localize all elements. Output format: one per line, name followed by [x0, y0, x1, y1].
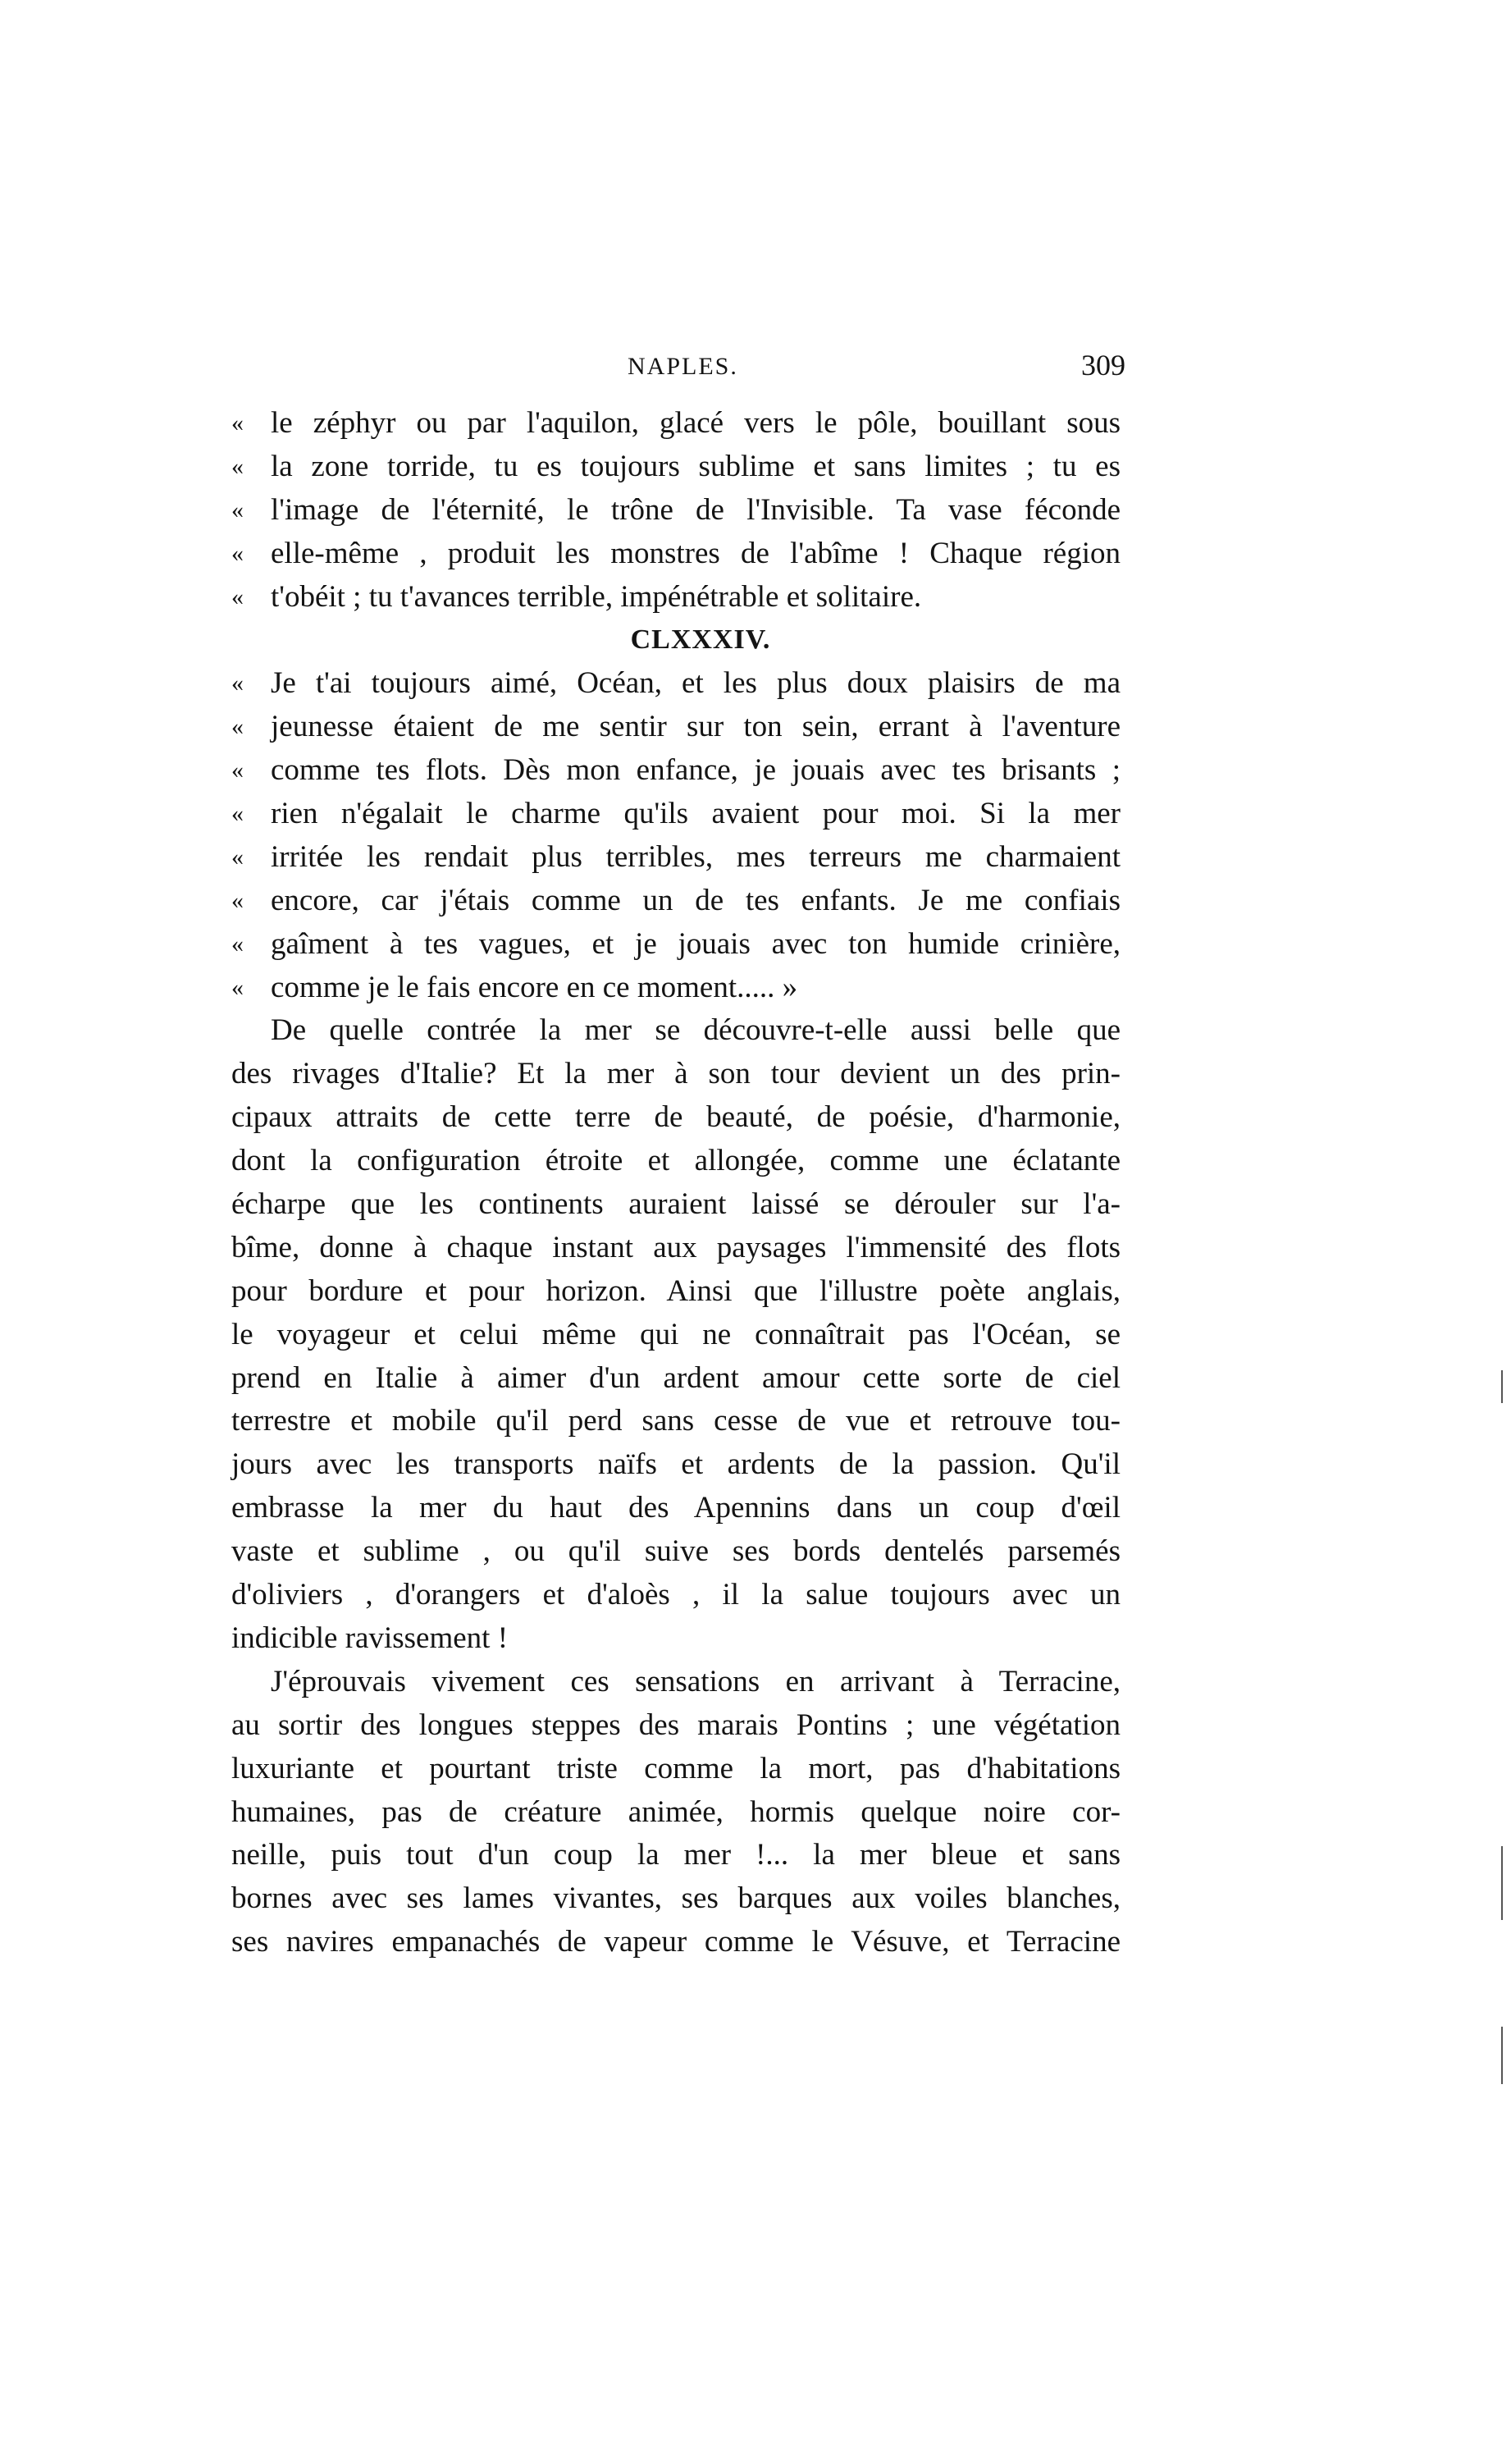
text-line	[231, 1183, 1121, 1227]
text-line	[231, 576, 1121, 619]
text-line	[231, 706, 1121, 749]
text-line	[231, 1443, 1121, 1487]
text-line	[231, 1314, 1121, 1357]
scan-edge-mark	[1501, 2027, 1503, 2084]
guillemet-mark: «	[231, 930, 244, 958]
line-text: cipaux attraits de cette terre de beauté, de poésie, d'harmonie,	[231, 1100, 1121, 1135]
line-text: jeunesse étaient de me sentir sur ton sein, errant à l'aventure	[271, 710, 1121, 744]
text-line	[231, 967, 1121, 1010]
scan-edge-mark	[1501, 1846, 1503, 1920]
line-text: irritée les rendait plus terribles, mes terreurs me charmaient	[271, 839, 1121, 874]
line-text: ses navires empanachés de vapeur comme le Vésuve, et Terracine	[231, 1925, 1121, 1959]
line-text: rien n'égalait le charme qu'ils avaient pour moi. Si la mer	[271, 797, 1121, 831]
line-text: au sortir des longues steppes des marais Pontins ; une végétation	[231, 1707, 1121, 1742]
text-line	[231, 533, 1121, 576]
line-text: écharpe que les continents auraient laissé se dérouler sur l'a-	[231, 1187, 1121, 1222]
guillemet-mark: «	[231, 583, 244, 610]
text-line	[231, 1357, 1121, 1401]
text-line	[231, 1574, 1121, 1617]
line-text: vaste et sublime , ou qu'il suive ses bords dentelés parsemés	[231, 1534, 1121, 1569]
text-line	[231, 662, 1121, 706]
text-line	[231, 1748, 1121, 1791]
line-text: embrasse la mer du haut des Apennins dans un coup d'œil	[231, 1491, 1121, 1525]
page-number: 309	[1081, 349, 1125, 382]
line-text: pour bordure et pour horizon. Ainsi que l'illustre poète anglais,	[231, 1273, 1121, 1308]
line-text: prend en Italie à aimer d'un ardent amour cette sorte de ciel	[231, 1360, 1121, 1395]
text-line	[231, 880, 1121, 923]
line-text: la zone torride, tu es toujours sublime et sans limites ; tu es	[271, 449, 1121, 483]
guillemet-mark: «	[231, 713, 244, 741]
text-line	[231, 1704, 1121, 1748]
line-text: Je t'ai toujours aimé, Océan, et les plus doux plaisirs de ma	[271, 666, 1121, 701]
text-line	[231, 1270, 1121, 1314]
text-line	[231, 749, 1121, 793]
line-text: d'oliviers , d'orangers et d'aloès , il la salue toujours avec un	[231, 1578, 1121, 1612]
guillemet-mark: «	[231, 496, 244, 523]
text-line	[231, 1096, 1121, 1140]
line-text: le zéphyr ou par l'aquilon, glacé vers le pôle, bouillant sous	[271, 406, 1121, 440]
guillemet-mark: «	[231, 843, 244, 871]
guillemet-mark: «	[231, 757, 244, 784]
line-text: jours avec les transports naïfs et ardents de la passion. Qu'il	[231, 1447, 1121, 1482]
text-line	[231, 1053, 1121, 1096]
section-heading	[231, 619, 1121, 662]
page-body	[231, 402, 1121, 1964]
text-line	[231, 836, 1121, 880]
line-text: bornes avec ses lames vivantes, ses barques aux voiles blanches,	[231, 1881, 1121, 1916]
text-line	[231, 1791, 1121, 1835]
guillemet-mark: «	[231, 452, 244, 480]
running-header-title: NAPLES.	[628, 353, 738, 380]
text-line	[231, 1009, 1121, 1053]
line-text: comme je le fais encore en ce moment..... »	[271, 970, 798, 1004]
line-text: indicible ravissement !	[231, 1621, 509, 1655]
line-text: comme tes flots. Dès mon enfance, je jouais avec tes brisants ;	[271, 753, 1121, 788]
guillemet-mark: «	[231, 670, 244, 697]
line-text: dont la configuration étroite et allongée, comme une éclatante	[231, 1144, 1121, 1178]
line-text: l'image de l'éternité, le trône de l'Invisible. Ta vase féconde	[271, 492, 1121, 527]
line-text: terrestre et mobile qu'il perd sans cesse de vue et retrouve tou-	[231, 1404, 1121, 1438]
line-text: J'éprouvais vivement ces sensations en arrivant à Terracine,	[271, 1664, 1121, 1698]
guillemet-mark: «	[231, 800, 244, 828]
text-line	[231, 1617, 1121, 1661]
line-text: t'obéit ; tu t'avances terrible, impénétrable et solitaire.	[271, 579, 922, 614]
text-line	[231, 1921, 1121, 1964]
text-line	[231, 1400, 1121, 1443]
line-text: des rivages d'Italie? Et la mer à son tour devient un des prin-	[231, 1057, 1121, 1091]
line-text: le voyageur et celui même qui ne connaîtrait pas l'Océan, se	[231, 1317, 1121, 1351]
text-line	[231, 923, 1121, 967]
text-line	[231, 489, 1121, 533]
line-text: elle-même , produit les monstres de l'abîme ! Chaque région	[271, 536, 1121, 570]
guillemet-mark: «	[231, 973, 244, 1001]
line-text: gaîment à tes vagues, et je jouais avec ton humide crinière,	[271, 926, 1121, 961]
text-line	[231, 1227, 1121, 1270]
scan-edge-mark	[1501, 1370, 1503, 1403]
text-line	[231, 793, 1121, 836]
line-text: humaines, pas de créature animée, hormis quelque noire cor-	[231, 1794, 1121, 1829]
text-line	[231, 1140, 1121, 1183]
line-text: luxuriante et pourtant triste comme la mort, pas d'habitations	[231, 1751, 1121, 1785]
line-text: encore, car j'étais comme un de tes enfants. Je me confiais	[271, 883, 1121, 917]
guillemet-mark: «	[231, 409, 244, 437]
text-line	[231, 402, 1121, 446]
text-line	[231, 1487, 1121, 1530]
text-line	[231, 1530, 1121, 1574]
line-text: CLXXXIV.	[630, 624, 771, 656]
line-text: De quelle contrée la mer se découvre-t-elle aussi belle que	[271, 1013, 1121, 1048]
guillemet-mark: «	[231, 539, 244, 567]
text-line	[231, 1877, 1121, 1921]
text-line	[231, 1661, 1121, 1704]
line-text: bîme, donne à chaque instant aux paysages l'immensité des flots	[231, 1230, 1121, 1264]
text-line	[231, 446, 1121, 489]
guillemet-mark: «	[231, 886, 244, 914]
line-text: neille, puis tout d'un coup la mer !... la mer bleue et sans	[231, 1838, 1121, 1872]
text-line	[231, 1834, 1121, 1877]
